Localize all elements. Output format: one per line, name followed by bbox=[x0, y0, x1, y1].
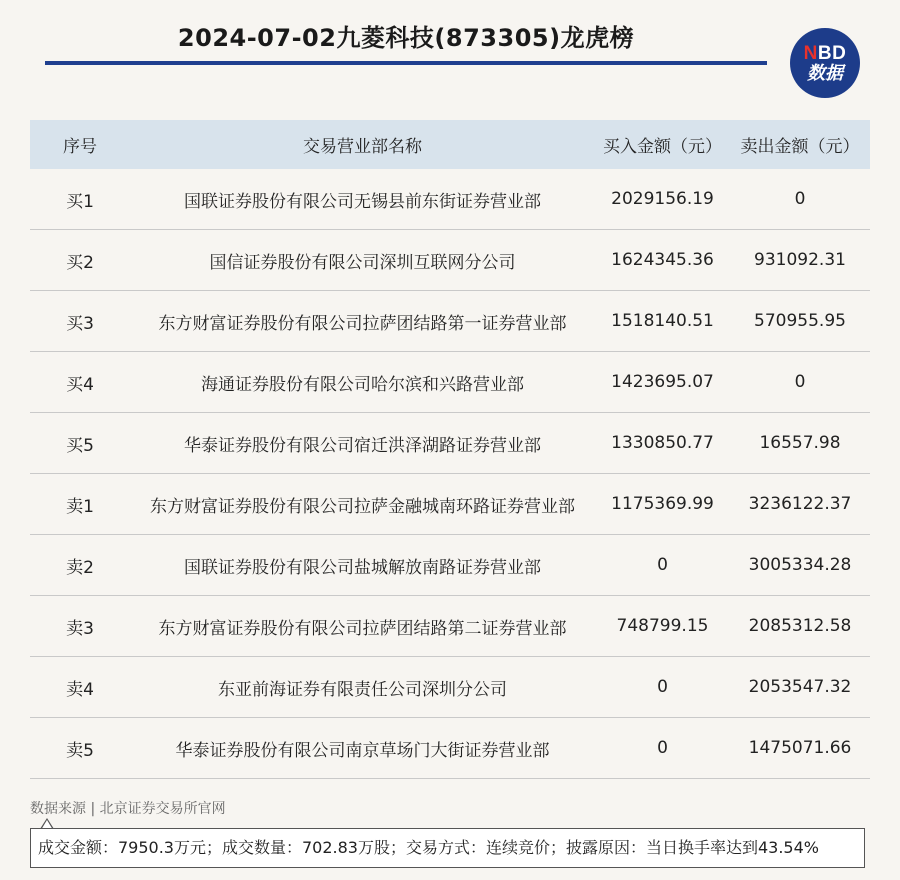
table-row bbox=[30, 352, 870, 413]
table-header-row bbox=[30, 120, 870, 169]
row-index: 卖2 bbox=[30, 535, 130, 596]
buy-amount: 1175369.99 bbox=[595, 474, 730, 535]
table-row bbox=[30, 718, 870, 779]
trade-summary-note: 成交金额：7950.3万元；成交数量：702.83万股；交易方式：连续竞价；披露原因：当日换手率达到43.54% bbox=[30, 828, 865, 868]
data-source: 数据来源 | 北京证券交易所官网 bbox=[30, 801, 226, 817]
buy-amount: 1423695.07 bbox=[595, 352, 730, 413]
row-index: 卖5 bbox=[30, 718, 130, 779]
sell-amount: 2053547.32 bbox=[730, 657, 870, 718]
title-underline bbox=[45, 61, 767, 65]
sell-amount: 2085312.58 bbox=[730, 596, 870, 657]
col-header-index: 序号 bbox=[30, 120, 130, 169]
row-index: 卖4 bbox=[30, 657, 130, 718]
sell-amount: 931092.31 bbox=[730, 230, 870, 291]
sell-amount: 16557.98 bbox=[730, 413, 870, 474]
sell-amount: 570955.95 bbox=[730, 291, 870, 352]
table-row bbox=[30, 230, 870, 291]
logo-n: N bbox=[803, 42, 818, 64]
buy-amount: 1330850.77 bbox=[595, 413, 730, 474]
branch-name: 华泰证券股份有限公司宿迁洪泽湖路证券营业部 bbox=[130, 413, 595, 474]
branch-name: 东方财富证券股份有限公司拉萨团结路第二证券营业部 bbox=[130, 596, 595, 657]
nbd-logo bbox=[790, 28, 860, 98]
branch-name: 东方财富证券股份有限公司拉萨金融城南环路证券营业部 bbox=[130, 474, 595, 535]
buy-amount: 748799.15 bbox=[595, 596, 730, 657]
buy-amount: 0 bbox=[595, 657, 730, 718]
row-index: 买1 bbox=[30, 169, 130, 230]
row-index: 卖1 bbox=[30, 474, 130, 535]
table-row bbox=[30, 169, 870, 230]
branch-name: 国信证券股份有限公司深圳互联网分公司 bbox=[130, 230, 595, 291]
dragon-tiger-table bbox=[30, 120, 870, 779]
buy-amount: 0 bbox=[595, 535, 730, 596]
col-header-branch-name: 交易营业部名称 bbox=[130, 120, 595, 169]
table-row bbox=[30, 413, 870, 474]
branch-name: 东亚前海证券有限责任公司深圳分公司 bbox=[130, 657, 595, 718]
row-index: 卖3 bbox=[30, 596, 130, 657]
table-row bbox=[30, 657, 870, 718]
branch-name: 华泰证券股份有限公司南京草场门大街证券营业部 bbox=[130, 718, 595, 779]
row-index: 买2 bbox=[30, 230, 130, 291]
branch-name: 海通证券股份有限公司哈尔滨和兴路营业部 bbox=[130, 352, 595, 413]
page-title: 2024-07-02九菱科技(873305)龙虎榜 bbox=[177, 24, 635, 52]
row-index: 买4 bbox=[30, 352, 130, 413]
row-index: 买5 bbox=[30, 413, 130, 474]
sell-amount: 3236122.37 bbox=[730, 474, 870, 535]
table-row bbox=[30, 535, 870, 596]
table-row bbox=[30, 596, 870, 657]
sell-amount: 0 bbox=[730, 352, 870, 413]
sell-amount: 1475071.66 bbox=[730, 718, 870, 779]
logo-wordmark bbox=[804, 44, 847, 63]
logo-bd: BD bbox=[817, 42, 847, 64]
branch-name: 国联证券股份有限公司盐城解放南路证券营业部 bbox=[130, 535, 595, 596]
col-header-buy-amount: 买入金额（元） bbox=[595, 120, 730, 169]
logo-subtitle: 数据 bbox=[807, 62, 843, 83]
buy-amount: 1624345.36 bbox=[595, 230, 730, 291]
buy-amount: 2029156.19 bbox=[595, 169, 730, 230]
sell-amount: 0 bbox=[730, 169, 870, 230]
branch-name: 国联证券股份有限公司无锡县前东街证券营业部 bbox=[130, 169, 595, 230]
branch-name: 东方财富证券股份有限公司拉萨团结路第一证券营业部 bbox=[130, 291, 595, 352]
buy-amount: 1518140.51 bbox=[595, 291, 730, 352]
table-row bbox=[30, 474, 870, 535]
sell-amount: 3005334.28 bbox=[730, 535, 870, 596]
col-header-sell-amount: 卖出金额（元） bbox=[730, 120, 870, 169]
buy-amount: 0 bbox=[595, 718, 730, 779]
row-index: 买3 bbox=[30, 291, 130, 352]
table-row bbox=[30, 291, 870, 352]
